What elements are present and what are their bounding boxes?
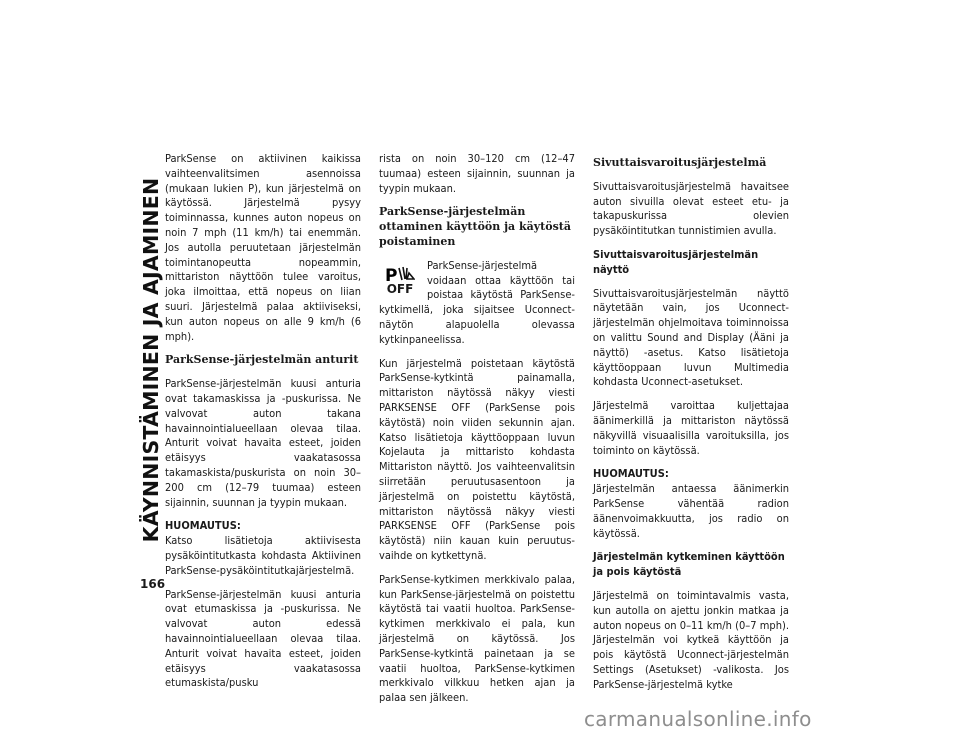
note-label: HUOMAUTUS:: [593, 467, 669, 481]
paragraph: Sivuttaisvaroitusjärjestelmän näyttö näytetään vain, jos Uconnect-järjestelmän ohjelmoitava toiminnoissa on valittu Sound and Display (Ääni ja näyttö) -asetus. Katso lisätietoja käyttöoppaan luvun Multimedia kohdasta Uconnect-asetukset.: [593, 286, 789, 389]
paragraph: ParkSense-järjestelmän kuusi anturia ovat takamaskissa ja -puskurissa. Ne valvovat auton takana havainnointialueellaan olevaa tilaa. Anturit voivat havaita esteet, joiden etäisyys vaakatasossa takamaskista/puskurista on noin 30–200 cm (12–79 tuumaa) esteen sijainnin, suunnan ja tyypin mukaan.: [165, 377, 361, 509]
section-heading: ParkSense-järjestelmän ottaminen käyttöön ja käytöstä poistaminen: [379, 205, 571, 248]
text-column-2: [379, 152, 575, 715]
paragraph: Kun järjestelmä poistetaan käytöstä ParkSense-kytkintä painamalla, mittariston näytössä näkyy viesti PARKSENSE OFF (ParkSense pois käytöstä) noin viiden sekunnin ajan. Katso lisätietoja käyttöoppaan luvun Kojelauta ja mittaristo kohdasta Mittariston näyttö. Jos vaihteenvalitsin siirretään peruutusasentoon ja järjestelmä on poistettu käytöstä, mittariston näytössä näkyy viesti PARKSENSE OFF (ParkSense pois käytöstä) niin kauan kuin peruutusvaihde on kytkettynä.: [379, 356, 575, 562]
paragraph: rista on noin 30–120 cm (12–47 tuumaa) esteen sijainnin, suunnan ja tyypin mukaan.: [379, 152, 575, 195]
paragraph: Sivuttaisvaroitusjärjestelmä havaitsee auton sivuilla olevat esteet etu- ja takapuskurissa olevien pysäköintitutkan tunnistimien avulla.: [593, 179, 789, 238]
subsection-heading: Järjestelmän kytkeminen käyttöön ja pois käytöstä: [593, 550, 785, 579]
page-number: 166: [140, 577, 166, 591]
parksense-off-icon: [379, 261, 421, 301]
text-column-1: [165, 152, 361, 700]
chapter-title: KÄYNNISTÄMINEN JA AJAMINEN: [139, 177, 163, 543]
note: [165, 519, 361, 578]
paragraph: ParkSense-järjestelmän kuusi anturia ovat etumaskissa ja -puskurissa. Ne valvovat auton edessä havainnointialueellaan olevaa tilaa. Anturit voivat havaita esteet, joiden etäisyys vaakatasossa etumaskista/pusku: [165, 587, 361, 690]
parksense-switch-block: [379, 259, 575, 348]
note-text: Katso lisätietoja aktiivisesta pysäköintitutkasta kohdasta Aktiivinen ParkSense-pysäköintitutkajärjestelmä.: [165, 534, 361, 577]
parking-sensor-icon: [385, 265, 415, 283]
note-text: Järjestelmän antaessa äänimerkin ParkSense vähentää radion äänenvoimakkuutta, jos radio on käytössä.: [593, 482, 789, 540]
paragraph: ParkSense on aktiivinen kaikissa vaihteenvalitsimen asennoissa (mukaan lukien P), kun järjestelmä on käytössä. Järjestelmä pysyy toiminnassa, kunnes auton nopeus on noin 7 mph (11 km/h) tai enemmän. Jos autolla peruutetaan järjestelmän toimintanopeutta nopeammin, mittariston näyttöön tulee varoitus, joka ilmoittaa, että nopeus on liian suuri. Järjestelmä palaa aktiiviseksi, kun auton nopeus on alle 9 km/h (6 mph).: [165, 152, 361, 343]
paragraph: Järjestelmä varoittaa kuljettajaa äänimerkillä ja mittariston näytössä näkyvillä visuaalisilla varoituksilla, jos toiminto on käytössä.: [593, 399, 789, 457]
note: [593, 467, 789, 541]
paragraph: Järjestelmä on toimintavalmis vasta, kun autolla on ajettu jonkin matkaa ja auton nopeus on 0–11 km/h (0–7 mph). Järjestelmän voi kytkeä käyttöön ja pois käytöstä Uconnect-järjestelmän Settings (Asetukset) -valikosta. Jos ParkSense-järjestelmä kytke: [593, 588, 789, 691]
note-label: HUOMAUTUS:: [165, 519, 241, 533]
text-column-3: [593, 152, 789, 702]
off-label: OFF: [386, 282, 414, 297]
watermark: carmanualsonline.info: [584, 707, 812, 731]
chapter-side-tab: [140, 150, 162, 570]
svg-text:P: P: [385, 266, 398, 284]
section-heading: ParkSense-järjestelmän anturit: [165, 353, 359, 367]
section-heading: Sivuttaisvaroitusjärjestelmä: [593, 156, 767, 169]
paragraph: ParkSense-kytkimen merkkivalo palaa, kun ParkSense-järjestelmä on poistettu käytöstä tai vaatii huoltoa. ParkSense-kytkimen merkkivalo ei pala, kun järjestelmä on käytössä. Jos ParkSense-kytkintä painetaan ja se vaatii huoltoa, ParkSense-kytkimen merkkivalo vilkkuu hetken ajan ja palaa sen jälkeen.: [379, 572, 575, 705]
paragraph: ParkSense-järjestelmä voidaan ottaa käyttöön tai poistaa käytöstä ParkSense-kytkimellä, joka sijaitsee Uconnect-näytön alapuolella olevassa kytkinpaneelissa.: [379, 258, 575, 346]
subsection-heading: Sivuttaisvaroitusjärjestelmän näyttö: [593, 247, 759, 276]
